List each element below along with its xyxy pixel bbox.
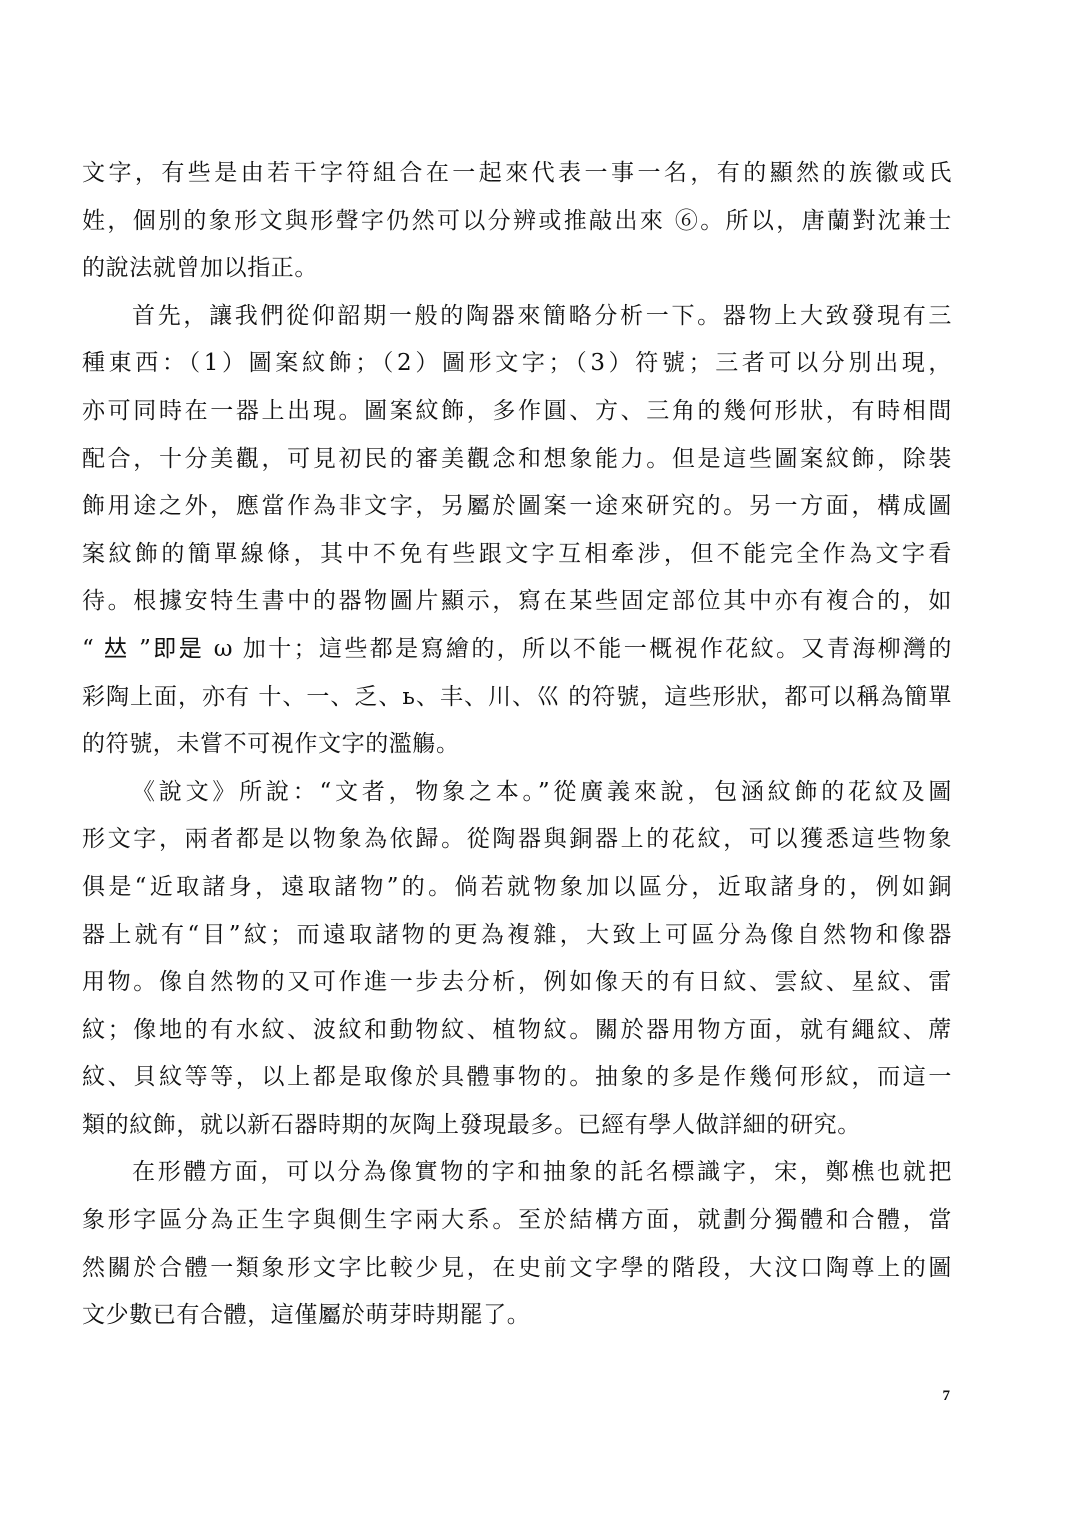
text-line: 紋、貝紋等等，以上都是取像於具體事物的。抽象的多是作幾何形紋，而這一 [82,1064,952,1091]
text-line: 飾用途之外，應當作為非文字，另屬於圖案一途來研究的。另一方面，構成圖 [82,493,952,520]
text-line: 待。根據安特生書中的器物圖片顯示，寫在某些固定部位其中亦有複合的，如 [82,588,952,615]
text-line: 器上就有“目”紋；而遠取諸物的更為複雜，大致上可區分為像自然物和像器 [82,921,952,948]
body-text [82,150,952,1340]
text-line: 首先，讓我們從仰韶期一般的陶器來簡略分析一下。器物上大致發現有三 [132,302,952,329]
text-line: 形文字，兩者都是以物象為依歸。從陶器與銅器上的花紋，可以獲悉這些物象 [82,826,952,853]
text-line: 彩陶上面，亦有 十、一、乏、ь、丰、川、巛 的符號，這些形狀，都可以稱為簡單 [82,683,952,710]
text-line: 案紋飾的簡單線條，其中不免有些跟文字互相牽涉，但不能完全作為文字看 [82,540,952,567]
text-line: 類的紋飾，就以新石器時期的灰陶上發現最多。已經有學人做詳細的研究。 [82,1111,861,1138]
text-line: 《說文》所說：“文者，物象之本。”從廣義來說，包涵紋飾的花紋及圖 [132,778,952,805]
text-line: 紋；像地的有水紋、波紋和動物紋、植物紋。關於器用物方面，就有繩紋、蓆 [82,1016,952,1043]
paragraph [82,293,952,769]
text-line: 的符號，未嘗不可視作文字的濫觴。 [82,731,460,758]
text-line: 用物。像自然物的又可作進一步去分析，例如像天的有日紋、雲紋、星紋、雷 [82,969,952,996]
paragraph [82,150,952,293]
text-line: 文少數已有合體，這僅屬於萌芽時期罷了。 [82,1302,531,1329]
text-line: 文字，有些是由若干字符組合在一起來代表一事一名，有的顯然的族徽或氏 [82,160,952,186]
text-line: 象形字區分為正生字與側生字兩大系。至於結構方面，就劃分獨體和合體，當 [82,1207,952,1234]
text-line: 亦可同時在一器上出現。圖案紋飾，多作圓、方、三角的幾何形狀，有時相間 [82,397,952,424]
text-line: 種東西：（1）圖案紋飾；（2）圖形文字；（3）符號；三者可以分別出現， [82,350,952,377]
text-line: “ 𠀤 ”即是 ω 加十；這些都是寫繪的，所以不能一概視作花紋。又青海柳灣的 [82,635,952,662]
text-line: 配合，十分美觀，可見初民的審美觀念和想象能力。但是這些圖案紋飾，除裝 [82,445,952,472]
text-line: 然關於合體一類象形文字比較少見，在史前文字學的階段，大汶口陶尊上的圖 [82,1254,952,1281]
paragraph [82,1149,952,1339]
page-number: 7 [942,1388,950,1404]
paragraph [82,769,952,1150]
text-line: 的說法就曾加以指正。 [82,255,318,282]
text-line: 在形體方面，可以分為像實物的字和抽象的託名標識字，宋，鄭樵也就把 [132,1159,952,1186]
text-line: 姓，個別的象形文與形聲字仍然可以分辨或推敲出來 ⑥。所以，唐蘭對沈兼士 [82,207,952,234]
text-line: 俱是“近取諸身，遠取諸物”的。倘若就物象加以區分，近取諸身的，例如銅 [82,873,952,900]
